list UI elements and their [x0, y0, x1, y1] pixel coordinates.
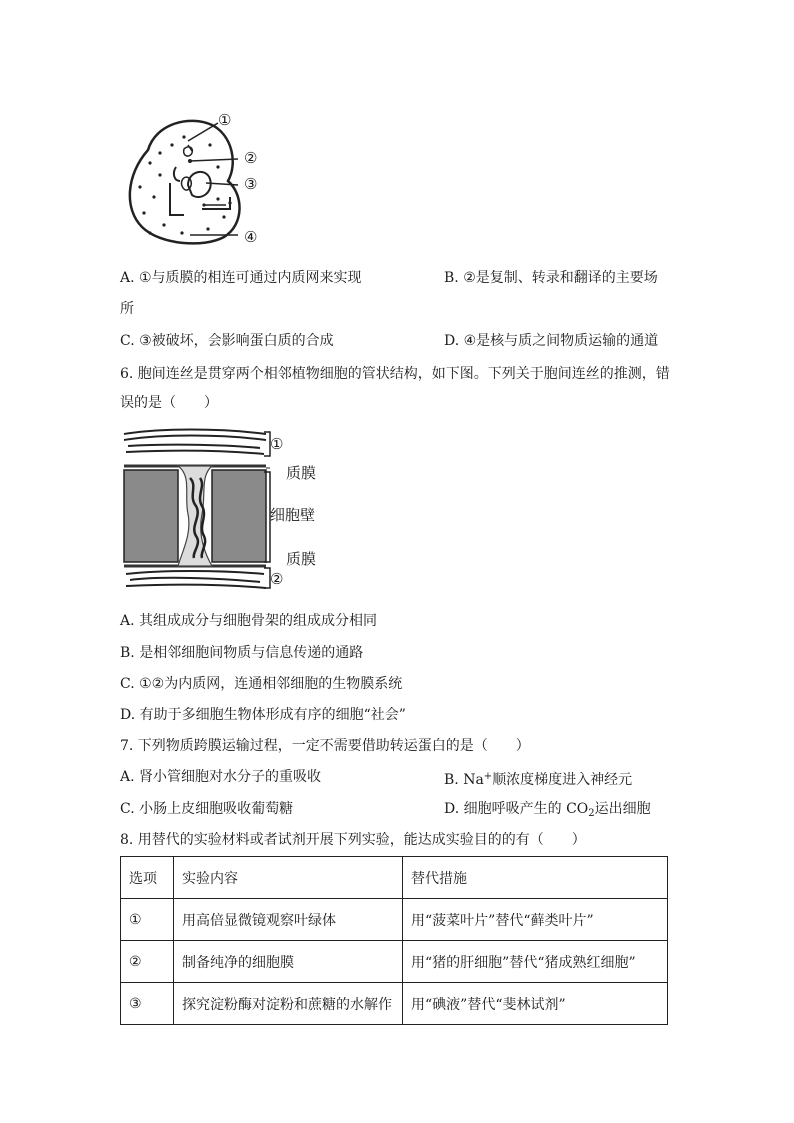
- cell-label-2: ②: [244, 149, 258, 167]
- q6-option-c: C. ①②为内质网，连通相邻细胞的生物膜系统: [120, 676, 403, 692]
- q6-stem-line1: 6. 胞间连丝是贯穿两个相邻植物细胞的管状结构，如下图。下列关于胞间连丝的推测，错: [120, 366, 670, 382]
- q7-stem: 7. 下列物质跨膜运输过程，一定不需要借助转运蛋白的是（ ）: [120, 738, 530, 754]
- table-cell: 用高倍显微镜观察叶绿体: [174, 899, 403, 941]
- plasmodesma-label-membrane-bottom: 质膜: [286, 550, 317, 568]
- cell-label-3: ③: [244, 175, 258, 193]
- header-cell: 替代措施: [403, 857, 668, 899]
- cell-label-1: ①: [218, 111, 232, 129]
- table-cell: 制备纯净的细胞膜: [174, 941, 403, 983]
- table-header-row: [121, 857, 668, 899]
- q5-option-b: B. ②是复制、转录和翻译的主要场: [444, 270, 658, 286]
- header-cell: 实验内容: [174, 857, 403, 899]
- plasmodesma-label-2: ②: [270, 570, 284, 588]
- table-row: [121, 899, 668, 941]
- experiment-table: [120, 856, 668, 1025]
- table-cell: 用“碘液”替代“斐林试剂”: [403, 983, 668, 1025]
- table-cell: 探究淀粉酶对淀粉和蔗糖的水解作: [174, 983, 403, 1025]
- plasmodesma-label-1: ①: [270, 435, 284, 453]
- plasmodesma-figure: [120, 426, 270, 590]
- table-cell: ①: [121, 899, 174, 941]
- header-cell: 选项: [121, 857, 174, 899]
- q6-stem-line2: 误的是（ ）: [120, 395, 218, 411]
- cell-wall-right: [212, 470, 266, 562]
- table-cell: 用“菠菜叶片”替代“藓类叶片”: [403, 899, 668, 941]
- q6-option-a: A. 其组成成分与细胞骨架的组成成分相同: [120, 613, 378, 629]
- cell-outline: [130, 121, 240, 244]
- q7-option-a: A. 肾小管细胞对水分子的重吸收: [120, 769, 322, 785]
- q8-stem: 8. 用替代的实验材料或者试剂开展下列实验，能达成实验目的的有（ ）: [120, 832, 586, 848]
- q7-option-d: D. 细胞呼吸产生的 $CO_2$运出细胞: [444, 801, 651, 819]
- q7-option-b: B. Na+顺浓度梯度进入神经元: [444, 771, 633, 788]
- table-cell: ③: [121, 983, 174, 1025]
- q6-option-b: B. 是相邻细胞间物质与信息传递的通路: [120, 645, 364, 661]
- table-cell: 用“猪的肝细胞”替代“猪成熟红细胞”: [403, 941, 668, 983]
- table-cell: ②: [121, 941, 174, 983]
- er-top: [124, 430, 266, 455]
- q5-option-a: A. ①与质膜的相连可通过内质网来实现: [120, 270, 362, 286]
- q5-option-a-continued: 所: [120, 301, 134, 317]
- q7-option-c: C. 小肠上皮细胞吸收葡萄糖: [120, 801, 294, 817]
- table-row: [121, 983, 668, 1025]
- cell-wall-left: [124, 470, 178, 562]
- q5-option-d: D. ④是核与质之间物质运输的通道: [444, 333, 659, 349]
- table-row: [121, 941, 668, 983]
- er-bottom: [126, 571, 266, 588]
- cell-dots: [138, 135, 231, 234]
- cell-label-4: ④: [244, 228, 258, 246]
- plasmodesma-label-membrane-top: 质膜: [286, 464, 317, 482]
- q5-option-c: C. ③被破坏，会影响蛋白质的合成: [120, 333, 334, 349]
- plasmodesma-label-wall: 细胞壁: [270, 506, 316, 524]
- q6-option-d: D. 有助于多细胞生物体形成有序的细胞“社会”: [120, 707, 406, 723]
